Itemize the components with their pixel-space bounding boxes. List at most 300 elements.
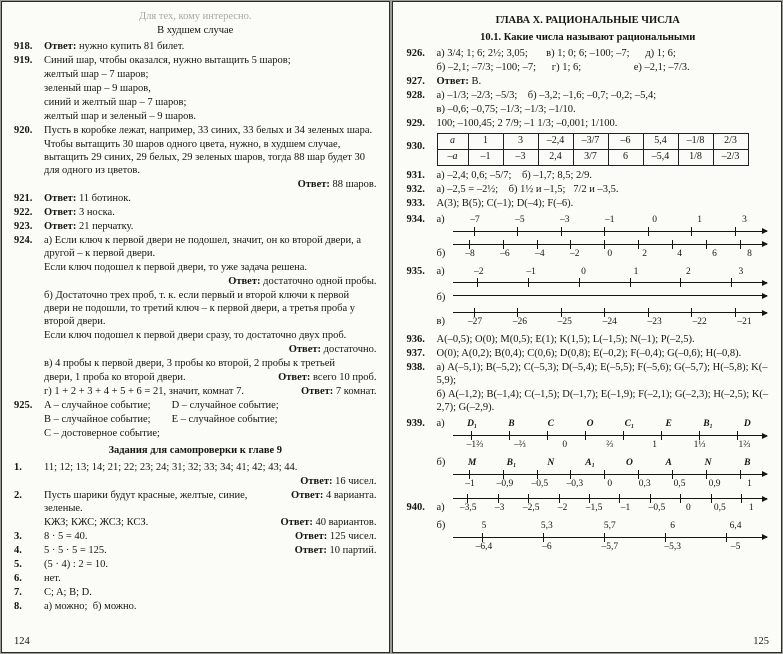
answer-text: Ответ: достаточно. bbox=[288, 344, 377, 356]
center-text: В худшем случае bbox=[157, 25, 234, 37]
value-table bbox=[437, 133, 749, 166]
tick-cell bbox=[622, 240, 656, 249]
arrow-head-icon bbox=[762, 241, 768, 247]
table-cell: 5,4 bbox=[643, 134, 678, 150]
content-line bbox=[14, 261, 377, 274]
line-text: Синий шар, чтобы оказался, нужно вытащить 5 шаров; bbox=[44, 55, 291, 67]
tick-mark bbox=[726, 533, 727, 542]
tick-label: 8 bbox=[747, 248, 752, 259]
tick-cell bbox=[627, 308, 671, 317]
line-text: желтый шар и зеленый – 9 шаров. bbox=[44, 111, 196, 123]
tick-cell bbox=[574, 533, 635, 542]
tick-label: –0,9 bbox=[496, 478, 514, 489]
tick-mark bbox=[471, 431, 472, 440]
part-label: а) bbox=[436, 502, 445, 514]
line-text: двери, 1 проба ко второй двери. bbox=[44, 372, 186, 384]
answer-text: Ответ: 16 чисел. bbox=[300, 475, 377, 487]
tick-mark bbox=[559, 494, 560, 503]
answer-label: Ответ: bbox=[300, 475, 333, 487]
tick-labels-above bbox=[453, 419, 768, 431]
answer-label: Ответ: bbox=[288, 344, 322, 356]
tick-label: –0,5 bbox=[648, 503, 666, 514]
tick-cell bbox=[554, 278, 605, 287]
problem-number: 927. bbox=[406, 76, 425, 88]
tick-cell bbox=[491, 431, 529, 440]
tick-cell bbox=[503, 278, 554, 287]
tick-label: –3 bbox=[560, 215, 570, 226]
number-line bbox=[453, 494, 770, 515]
content-line bbox=[14, 192, 377, 205]
tick-labels-above bbox=[453, 267, 768, 279]
arrow-head-icon bbox=[762, 310, 768, 316]
tick-mark bbox=[561, 227, 562, 236]
problem-number: 4. bbox=[14, 544, 22, 556]
line-text: б) A(–1,2); B(–1,4); C(–1,5); D(–1,7); E(–1,9); F(–2,1); G(–2,3); H(–2,5); K(–2,7); G(–2,9). bbox=[436, 389, 769, 414]
tick-marks bbox=[453, 278, 758, 287]
tick-mark bbox=[699, 431, 700, 440]
part-label: а) bbox=[436, 418, 445, 430]
answer-label: Ответ: bbox=[300, 386, 334, 398]
content-line bbox=[14, 220, 377, 233]
content-line bbox=[14, 385, 377, 398]
tick-mark bbox=[579, 278, 580, 287]
tick-label: –1,5 bbox=[585, 503, 603, 514]
tick-cell bbox=[496, 308, 540, 317]
page-number-right: 125 bbox=[753, 635, 769, 647]
tick-cell bbox=[689, 470, 723, 479]
problem-number: 925. bbox=[14, 400, 33, 412]
content-line bbox=[14, 475, 377, 488]
line-text: б) –2,1; –7/3; –100; –7; г) 1; 6; е) –2,1; –7/3. bbox=[436, 62, 690, 74]
answer-text: Ответ: 88 шаров. bbox=[297, 179, 377, 191]
line-text: 100; –100,45; 2 7/9; –1 1/3; –0,001; 1/100. bbox=[436, 118, 618, 130]
tick-label: 6 bbox=[712, 248, 717, 259]
content-line bbox=[14, 124, 377, 137]
tick-cell bbox=[666, 494, 696, 503]
tick-mark bbox=[680, 494, 681, 503]
arrow-head-icon bbox=[762, 433, 768, 439]
table-row bbox=[437, 150, 748, 166]
tick-marks bbox=[453, 227, 758, 236]
table-row bbox=[437, 134, 748, 150]
tick-cell bbox=[486, 470, 520, 479]
line-text: синий и желтый шар – 7 шаров; bbox=[44, 97, 187, 109]
content-line bbox=[407, 388, 770, 414]
content-line bbox=[14, 289, 377, 328]
table-cell: –1/8 bbox=[678, 134, 713, 150]
tick-mark bbox=[604, 240, 605, 249]
tick-mark bbox=[547, 431, 548, 440]
tick-mark bbox=[691, 308, 692, 317]
tick-label: –3,5 bbox=[459, 503, 477, 514]
number-line-block bbox=[407, 213, 770, 236]
tick-cell bbox=[554, 470, 588, 479]
answer-label: Ответ: bbox=[44, 221, 77, 233]
tick-label: 0,5 bbox=[713, 503, 726, 514]
tick-marks bbox=[453, 494, 758, 503]
tick-labels-above bbox=[453, 215, 768, 227]
tick-mark bbox=[503, 470, 504, 479]
number-line-block bbox=[407, 456, 770, 491]
arrow-head-icon bbox=[762, 496, 768, 502]
tick-label: D bbox=[743, 419, 751, 430]
content-line bbox=[14, 427, 377, 440]
arrow-head-icon bbox=[762, 293, 768, 299]
tick-label: –1 bbox=[526, 266, 536, 277]
content-line bbox=[14, 96, 377, 109]
line-text: Ответ: В. bbox=[436, 76, 482, 88]
number-line-block bbox=[407, 308, 770, 329]
tick-label: 5 bbox=[481, 521, 487, 532]
tick-label: 1 bbox=[747, 478, 752, 489]
tick-cell bbox=[583, 308, 627, 317]
tick-cell bbox=[605, 431, 643, 440]
line-text: нет. bbox=[44, 572, 61, 584]
content-line bbox=[407, 47, 770, 60]
line-text: Чтобы вытащить 30 шаров одного цвета, нужно, в худшем случае, вытащить 29 синих, 29 белых, 29 зеленых шаров, тогда 88 шар будет 30 для одного из цветов. bbox=[44, 139, 368, 177]
tick-cell bbox=[540, 308, 584, 317]
tick-label: 1⅔ bbox=[738, 440, 751, 451]
line-text: C; A; B; D. bbox=[44, 586, 92, 598]
tick-label: –5,7 bbox=[601, 541, 619, 552]
arrow-head-icon bbox=[762, 280, 768, 286]
content-line bbox=[14, 413, 377, 426]
line-text: в) –0,6; –0,75; –1/3; –1/3; –1/10. bbox=[436, 104, 576, 116]
tick-labels-above bbox=[453, 458, 768, 470]
tick-label: 4 bbox=[677, 248, 682, 259]
table-cell: –5,4 bbox=[643, 150, 678, 166]
answer-label: Ответ: bbox=[44, 207, 77, 219]
tick-label: –1⅔ bbox=[466, 440, 484, 451]
answer-text: Ответ: 10 партий. bbox=[294, 544, 377, 556]
line-text: O(0); A(0,2); B(0,4); C(0,6); D(0,8); E(–0,2); F(–0,4); G(–0,6); H(–0,8). bbox=[436, 348, 742, 360]
page-number-left: 124 bbox=[14, 635, 30, 647]
tick-label: –6 bbox=[542, 541, 552, 552]
tick-cell bbox=[719, 431, 757, 440]
tick-mark bbox=[503, 240, 504, 249]
tick-mark bbox=[672, 240, 673, 249]
number-line bbox=[453, 458, 770, 491]
part-label: в) bbox=[436, 316, 445, 328]
answer-text: Ответ: достаточно одной пробы. bbox=[228, 276, 377, 288]
content-line bbox=[14, 82, 377, 95]
tick-cell bbox=[681, 431, 719, 440]
content-line bbox=[407, 169, 770, 182]
line-text: B – случайное событие; E – случайное событие; bbox=[44, 414, 278, 426]
table-cell: –3/7 bbox=[573, 134, 608, 150]
tick-mark bbox=[740, 470, 741, 479]
tick-mark bbox=[740, 240, 741, 249]
tick-cell bbox=[486, 240, 520, 249]
tick-label: N bbox=[547, 457, 555, 468]
number-line-block bbox=[407, 417, 770, 452]
tick-label: –2 bbox=[473, 266, 484, 277]
tick-label: 3 bbox=[738, 266, 744, 277]
content-line bbox=[407, 117, 770, 130]
tick-cell bbox=[714, 308, 758, 317]
tick-mark bbox=[604, 308, 605, 317]
table-cell: –2/3 bbox=[713, 150, 748, 166]
tick-label: A₁ bbox=[585, 457, 595, 468]
line-text: желтый шар – 7 шаров; bbox=[44, 69, 149, 81]
tick-labels-above bbox=[453, 521, 768, 533]
tick-label: B bbox=[744, 457, 751, 468]
tick-label: –8 bbox=[465, 248, 475, 259]
tick-cell bbox=[513, 494, 543, 503]
tick-label: –5,3 bbox=[664, 541, 681, 552]
tick-label: –27 bbox=[467, 317, 483, 328]
tick-mark bbox=[528, 278, 529, 287]
tick-label: 6,4 bbox=[729, 521, 742, 532]
line-text: а) –2,5 = –2½; б) 1½ и –1,5; 7/2 и –3,5. bbox=[436, 184, 619, 196]
content-line bbox=[407, 75, 770, 88]
line-text: (5 · 4) : 2 = 10. bbox=[44, 558, 108, 570]
line-text: зеленый шар – 9 шаров, bbox=[44, 83, 151, 95]
answer-label: Ответ: bbox=[278, 372, 311, 384]
tick-cell bbox=[627, 227, 671, 236]
tick-label: –5 bbox=[730, 541, 741, 552]
tick-mark bbox=[665, 533, 666, 542]
tick-cell bbox=[520, 240, 554, 249]
line-text: б) Достаточно трех проб, т. к. если первый и второй ключи к первой двери не подошли, то третий ключ – к первой двери, а третья проба у второй двери. bbox=[44, 290, 358, 328]
content-line bbox=[14, 516, 377, 529]
content-line bbox=[14, 600, 377, 613]
tick-mark bbox=[509, 431, 510, 440]
answer-label: Ответ: bbox=[44, 193, 77, 205]
tick-mark bbox=[661, 431, 662, 440]
answer-label: Ответ: bbox=[297, 179, 330, 191]
answer-text: Ответ: 7 комнат. bbox=[300, 386, 377, 398]
tick-label: 0 bbox=[686, 503, 691, 514]
tick-label: B₁ bbox=[506, 457, 517, 468]
line-text: а) –1/3; –2/3; –5/3; б) –3,2; –1,6; –0,7; –0,2; –5,4; bbox=[436, 90, 657, 102]
answer-label: Ответ: bbox=[44, 41, 77, 53]
problem-number: 923. bbox=[14, 221, 33, 233]
content-line bbox=[14, 110, 377, 123]
tick-cell bbox=[670, 227, 714, 236]
line-text: Ответ: нужно купить 81 билет. bbox=[44, 41, 185, 53]
part-label: б) bbox=[436, 520, 446, 532]
table-cell: 1 bbox=[468, 134, 503, 150]
line-text: 8 · 5 = 40. bbox=[44, 530, 88, 542]
answer-label: Ответ: bbox=[280, 516, 313, 528]
problem-number: 918. bbox=[14, 41, 33, 53]
tick-mark bbox=[537, 470, 538, 479]
left-page-content bbox=[14, 10, 377, 613]
line-text: Ответ: 21 перчатку. bbox=[44, 221, 134, 233]
tick-label: –1 bbox=[604, 215, 615, 226]
tick-mark bbox=[706, 240, 707, 249]
tick-mark bbox=[570, 470, 571, 479]
tick-label: 1 bbox=[748, 503, 754, 514]
tick-cell bbox=[544, 494, 574, 503]
tick-cell bbox=[588, 470, 622, 479]
number-line-block bbox=[407, 494, 770, 515]
tick-label: –2 bbox=[570, 248, 580, 259]
tick-label: 0 bbox=[607, 248, 613, 259]
tick-cell bbox=[453, 431, 491, 440]
tick-cell bbox=[453, 470, 487, 479]
line-text: Пусть шарики будут красные, желтые, синие, зеленые. bbox=[44, 489, 251, 514]
tick-cell bbox=[529, 431, 567, 440]
line-text: а) A(–5,1); B(–5,2); C(–5,3); D(–5,4); E(–5,5); F(–5,6); G(–5,7); H(–5,8); K(–5,9); bbox=[436, 362, 768, 387]
tick-cell bbox=[714, 227, 758, 236]
problem-number: 932. bbox=[406, 184, 425, 196]
tick-mark bbox=[619, 494, 620, 503]
line-text: а) 3/4; 1; 6; 2½; 3,05; в) 1; 0; 6; –100; –7; д) 1; 6; bbox=[436, 48, 676, 60]
content-line bbox=[14, 206, 377, 219]
content-line bbox=[14, 399, 377, 412]
line-text: 11; 12; 13; 14; 21; 22; 23; 24; 31; 32; 33; 34; 41; 42; 43; 44. bbox=[44, 461, 298, 473]
tick-marks bbox=[453, 240, 758, 249]
tick-mark bbox=[537, 240, 538, 249]
problem-number: 930. bbox=[406, 141, 425, 153]
tick-mark bbox=[589, 494, 590, 503]
problem-number: 937. bbox=[406, 348, 425, 360]
tick-mark bbox=[604, 533, 605, 542]
tick-label: –22 bbox=[692, 317, 707, 328]
problem-number: 931. bbox=[406, 170, 425, 182]
tick-label: A bbox=[665, 457, 672, 468]
number-line bbox=[453, 267, 770, 288]
tick-label: C₁ bbox=[624, 419, 635, 430]
number-line bbox=[453, 521, 770, 554]
tick-cell bbox=[453, 308, 497, 317]
axis bbox=[453, 431, 768, 440]
tick-mark bbox=[650, 494, 651, 503]
table-cell: 3 bbox=[503, 134, 538, 150]
tick-label: –21 bbox=[737, 317, 752, 328]
axis bbox=[453, 494, 768, 503]
problem-number: 3. bbox=[14, 530, 22, 542]
line-text: Ответ: 3 носка. bbox=[44, 207, 115, 219]
tick-label: B bbox=[508, 419, 515, 430]
content-line bbox=[14, 178, 377, 191]
tick-mark bbox=[638, 240, 639, 249]
tick-label: 6 bbox=[670, 521, 676, 532]
tick-labels-below bbox=[453, 317, 768, 329]
content-line bbox=[407, 89, 770, 102]
tick-label: 0,5 bbox=[673, 478, 686, 489]
tick-mark bbox=[477, 278, 478, 287]
tick-label: –7 bbox=[470, 215, 480, 226]
tick-label: E bbox=[665, 419, 672, 430]
line-text: Если ключ подошел к первой двери, то уже задача решена. bbox=[44, 262, 308, 274]
table-cell: 1/8 bbox=[678, 150, 713, 166]
tick-labels-below bbox=[453, 542, 768, 554]
tick-mark bbox=[735, 308, 736, 317]
tick-cell bbox=[605, 278, 656, 287]
number-line-block bbox=[407, 519, 770, 554]
tick-label: 5,3 bbox=[540, 521, 553, 532]
content-line bbox=[407, 61, 770, 74]
tick-mark bbox=[517, 227, 518, 236]
tick-label: 2 bbox=[686, 266, 691, 277]
tick-cell bbox=[670, 308, 714, 317]
tick-mark bbox=[623, 431, 624, 440]
table-block bbox=[407, 131, 770, 168]
line-text: C – достоверное событие; bbox=[44, 428, 160, 440]
part-label: б) bbox=[436, 247, 446, 259]
line-text: A – случайное событие; D – случайное событие; bbox=[44, 400, 279, 412]
tick-label: C bbox=[547, 419, 554, 430]
tick-label: –2 bbox=[557, 503, 568, 514]
tick-mark bbox=[474, 227, 475, 236]
tick-label: 0 bbox=[607, 478, 613, 489]
problem-number: 921. bbox=[14, 193, 33, 205]
answer-text: Ответ: 125 чисел. bbox=[294, 530, 377, 542]
tick-cell bbox=[583, 227, 627, 236]
tick-mark bbox=[648, 308, 649, 317]
line-text: а) можно; б) можно. bbox=[44, 600, 137, 612]
content-line bbox=[14, 357, 377, 370]
answer-text: Ответ: всего 10 проб. bbox=[278, 372, 377, 384]
content-line bbox=[14, 275, 377, 288]
tick-mark bbox=[482, 533, 483, 542]
tick-mark bbox=[711, 494, 712, 503]
tick-marks bbox=[453, 470, 758, 479]
tick-mark bbox=[467, 494, 468, 503]
running-note: Для тех, кому интересно. bbox=[139, 11, 252, 22]
tick-cell bbox=[727, 494, 757, 503]
tick-label: –⅔ bbox=[513, 440, 526, 451]
tick-label: 0 bbox=[562, 440, 568, 451]
section-heading: ГЛАВА X. РАЦИОНАЛЬНЫЕ ЧИСЛА bbox=[495, 15, 680, 26]
number-line bbox=[453, 215, 770, 236]
section-heading: 10.1. Какие числа называют рациональными bbox=[480, 32, 696, 44]
tick-cell bbox=[453, 227, 497, 236]
content-line bbox=[14, 54, 377, 67]
tick-mark bbox=[638, 470, 639, 479]
tick-cell bbox=[567, 431, 605, 440]
tick-mark bbox=[680, 278, 681, 287]
tick-label: 1 bbox=[652, 440, 658, 451]
content-line bbox=[14, 40, 377, 53]
problem-number: 7. bbox=[14, 586, 22, 598]
problem-number: 933. bbox=[406, 198, 425, 210]
number-line-block bbox=[407, 265, 770, 288]
number-line bbox=[453, 240, 770, 261]
tick-label: –1 bbox=[465, 478, 475, 489]
tick-label: –24 bbox=[602, 317, 617, 328]
tick-mark bbox=[498, 494, 499, 503]
content-line bbox=[14, 586, 377, 599]
problem-number: 926. bbox=[406, 48, 425, 60]
axis bbox=[453, 278, 768, 287]
tick-mark bbox=[731, 278, 732, 287]
tick-label: –4 bbox=[535, 248, 545, 259]
tick-mark bbox=[528, 494, 529, 503]
table-cell: –a bbox=[437, 150, 468, 166]
axis bbox=[453, 470, 768, 479]
tick-label: 0,9 bbox=[708, 478, 721, 489]
content-line bbox=[407, 183, 770, 196]
axis bbox=[453, 227, 768, 236]
content-line bbox=[407, 347, 770, 360]
number-line bbox=[453, 291, 770, 300]
part-label: б) bbox=[436, 456, 446, 468]
tick-cell bbox=[635, 494, 665, 503]
tick-label: –0,5 bbox=[531, 478, 549, 489]
problem-number: 920. bbox=[14, 125, 33, 137]
problem-number: 924. bbox=[14, 235, 33, 247]
tick-label: M bbox=[467, 457, 477, 468]
tick-cell bbox=[689, 240, 723, 249]
tick-label: –23 bbox=[647, 317, 662, 328]
tick-mark bbox=[604, 227, 605, 236]
tick-label: –0,3 bbox=[566, 478, 584, 489]
left-page bbox=[1, 1, 390, 653]
